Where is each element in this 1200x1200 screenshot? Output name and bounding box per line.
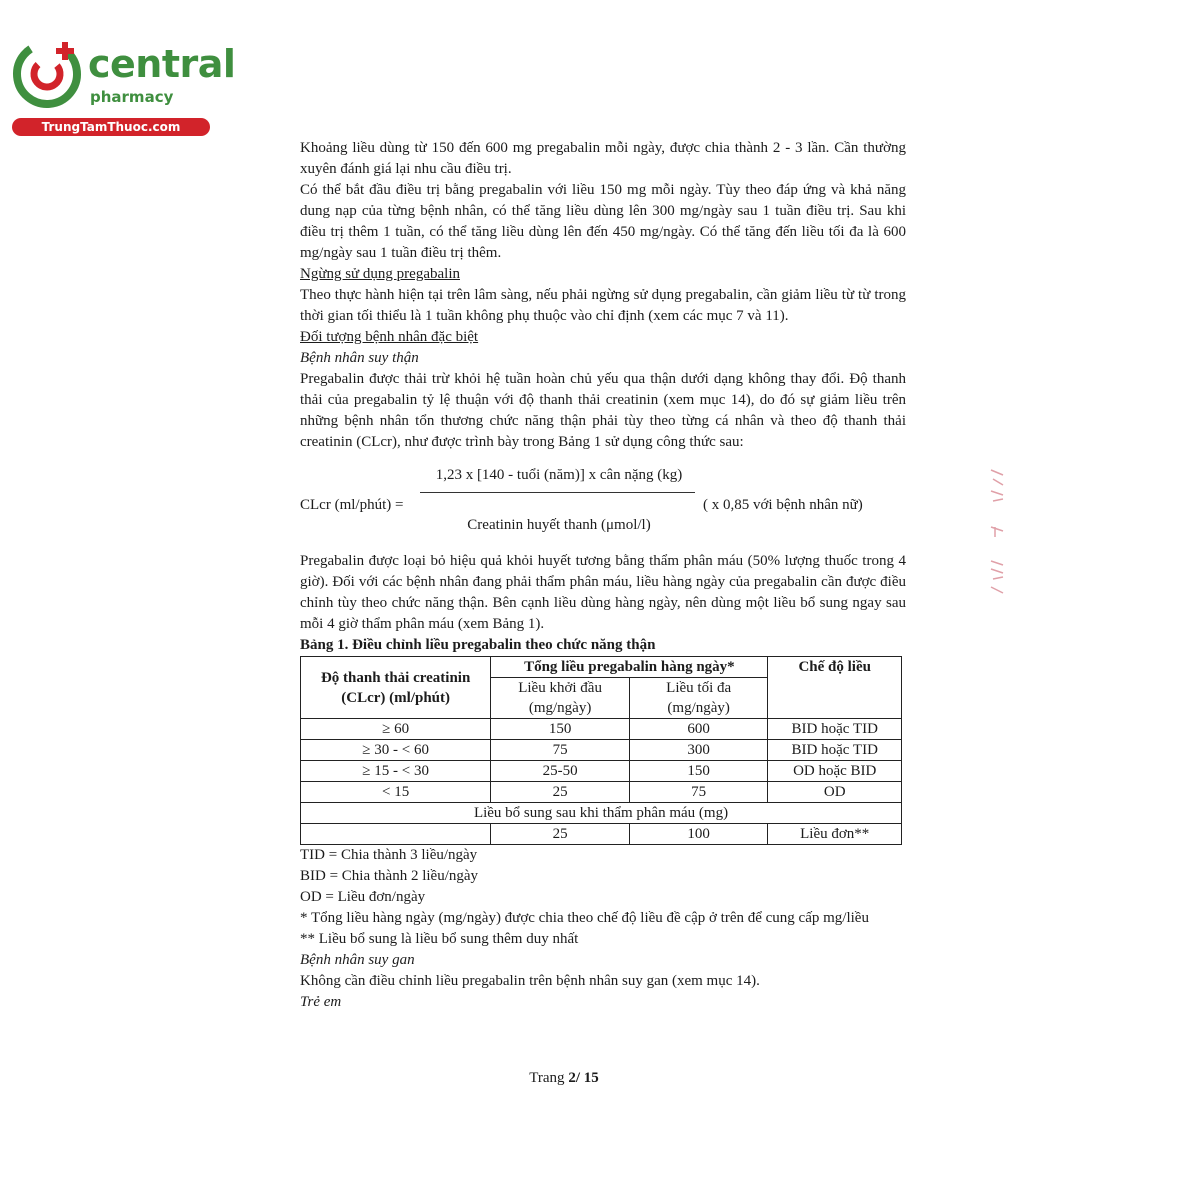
- formula-label: CLcr (ml/phút) =: [300, 497, 404, 513]
- table-title: Bảng 1. Điều chỉnh liều pregabalin theo chức năng thận: [300, 637, 656, 653]
- table-cell: Liều đơn**: [768, 824, 902, 845]
- table-cell: ≥ 30 - < 60: [301, 740, 491, 761]
- formula-note: ( x 0,85 với bệnh nhân nữ): [703, 497, 863, 513]
- page-total: / 15: [575, 1070, 599, 1086]
- fraction-bar: [420, 492, 695, 493]
- table-cell: OD hoặc BID: [768, 761, 902, 782]
- table-cell: 25-50: [491, 761, 630, 782]
- footnote-1: * Tổng liều hàng ngày (mg/ngày) được chia theo chế độ liều đề cập ở trên để cung cấp mg/liều: [300, 910, 869, 926]
- note-od: OD = Liều đơn/ngày: [300, 889, 426, 905]
- table-row: [301, 719, 902, 740]
- table-cell: 75: [491, 740, 630, 761]
- table-cell: 100: [629, 824, 768, 845]
- table-row: [301, 740, 902, 761]
- table-cell: OD: [768, 782, 902, 803]
- table-cell: 600: [629, 719, 768, 740]
- clcr-formula: [300, 461, 906, 551]
- subheading-hepatic: Bệnh nhân suy gan: [300, 952, 415, 968]
- table-section-row: [301, 803, 902, 824]
- paragraph: Có thể bắt đầu điều trị bằng pregabalin với liều 150 mg mỗi ngày. Tùy theo đáp ứng và khả năng dung nạp của từng bệnh nhân, có thể tăng liều dùng lên 300 mg/ngày sau 1 tuần điều trị. Sau khi điều trị thêm 1 tuần, có thể tăng liều dùng lên đến 450 mg/ngày. Có thể tăng đến liều tối đa là 600 mg/ngày sau 1 tuần điều trị thêm.: [300, 182, 906, 261]
- table-cell: 25: [491, 782, 630, 803]
- paragraph: Theo thực hành hiện tại trên lâm sàng, nếu phải ngừng sử dụng pregabalin, cần giảm liều từ từ trong thời gian tối thiểu là 1 tuần không phụ thuộc vào chỉ định (xem các mục 7 và 11).: [300, 287, 906, 324]
- table-cell: BID hoặc TID: [768, 719, 902, 740]
- brand-subtitle: pharmacy: [90, 88, 174, 106]
- section-heading-special: Đối tượng bệnh nhân đặc biệt: [300, 329, 479, 345]
- note-tid: TID = Chia thành 3 liều/ngày: [300, 847, 478, 863]
- dose-table: [300, 656, 902, 845]
- table-cell: [301, 824, 491, 845]
- header-regimen: Chế độ liều: [768, 657, 902, 719]
- table-row: [301, 782, 902, 803]
- header-clcr: Độ thanh thải creatinin (CLcr) (ml/phút): [301, 657, 491, 719]
- supplement-heading: Liều bổ sung sau khi thẩm phân máu (mg): [301, 803, 902, 824]
- section-heading-stop: Ngừng sử dụng pregabalin: [300, 266, 460, 282]
- stamp-mark-icon: [985, 465, 1009, 600]
- table-cell: 25: [491, 824, 630, 845]
- table-cell: 150: [629, 761, 768, 782]
- paragraph: Pregabalin được loại bỏ hiệu quả khỏi huyết tương bằng thẩm phân máu (50% lượng thuốc trong 4 giờ). Đối với các bệnh nhân đang phải thẩm phân máu, liều hàng ngày của pregabalin cần được điều chỉnh tùy theo chức năng thận. Bên cạnh liều dùng hàng ngày, nên dùng một liều bổ sung ngay sau mỗi 4 giờ thẩm phân máu (xem Bảng 1).: [300, 553, 906, 632]
- header-start-dose: Liều khởi đầu (mg/ngày): [491, 678, 630, 719]
- formula-numerator: 1,23 x [140 - tuổi (năm)] x cân nặng (kg): [435, 467, 683, 483]
- paragraph: Pregabalin được thải trừ khỏi hệ tuần hoàn chủ yếu qua thận dưới dạng không thay đổi. Độ thanh thải của pregabalin tỷ lệ thuận với độ thanh thải creatinin (xem mục 14), do đó sự giảm liều trên những bệnh nhân tổn thương chức năng thận phải tùy theo từng cá nhân và theo độ thanh thải creatinin (CLcr), như được trình bày trong Bảng 1 sử dụng công thức sau:: [300, 371, 906, 450]
- table-cell: ≥ 60: [301, 719, 491, 740]
- page-prefix: Trang: [529, 1070, 569, 1086]
- table-cell: BID hoặc TID: [768, 740, 902, 761]
- document-body: [300, 138, 906, 1013]
- subheading-renal: Bệnh nhân suy thận: [300, 350, 419, 366]
- page-number: [0, 1070, 1128, 1087]
- table-row: [301, 824, 902, 845]
- table-cell: 300: [629, 740, 768, 761]
- table-cell: 75: [629, 782, 768, 803]
- footnote-2: ** Liều bổ sung là liều bổ sung thêm duy nhất: [300, 931, 579, 947]
- subheading-children: Trẻ em: [300, 994, 342, 1010]
- table-cell: < 15: [301, 782, 491, 803]
- header-total-dose: Tổng liều pregabalin hàng ngày*: [491, 657, 768, 678]
- note-bid: BID = Chia thành 2 liều/ngày: [300, 868, 479, 884]
- table-header-row: [301, 657, 902, 678]
- table-cell: 150: [491, 719, 630, 740]
- paragraph: Khoảng liều dùng từ 150 đến 600 mg pregabalin mỗi ngày, được chia thành 2 - 3 lần. Cần thường xuyên đánh giá lại nhu cầu điều trị.: [300, 140, 906, 177]
- brand-url: TrungTamThuoc.com: [12, 118, 210, 136]
- paragraph: Không cần điều chỉnh liều pregabalin trên bệnh nhân suy gan (xem mục 14).: [300, 973, 760, 989]
- formula-denominator: Creatinin huyết thanh (μmol/l): [467, 517, 651, 533]
- header-max-dose: Liều tối đa (mg/ngày): [629, 678, 768, 719]
- page-current: 2: [568, 1070, 576, 1086]
- brand-name: central: [88, 42, 236, 86]
- table-cell: ≥ 15 - < 30: [301, 761, 491, 782]
- table-row: [301, 761, 902, 782]
